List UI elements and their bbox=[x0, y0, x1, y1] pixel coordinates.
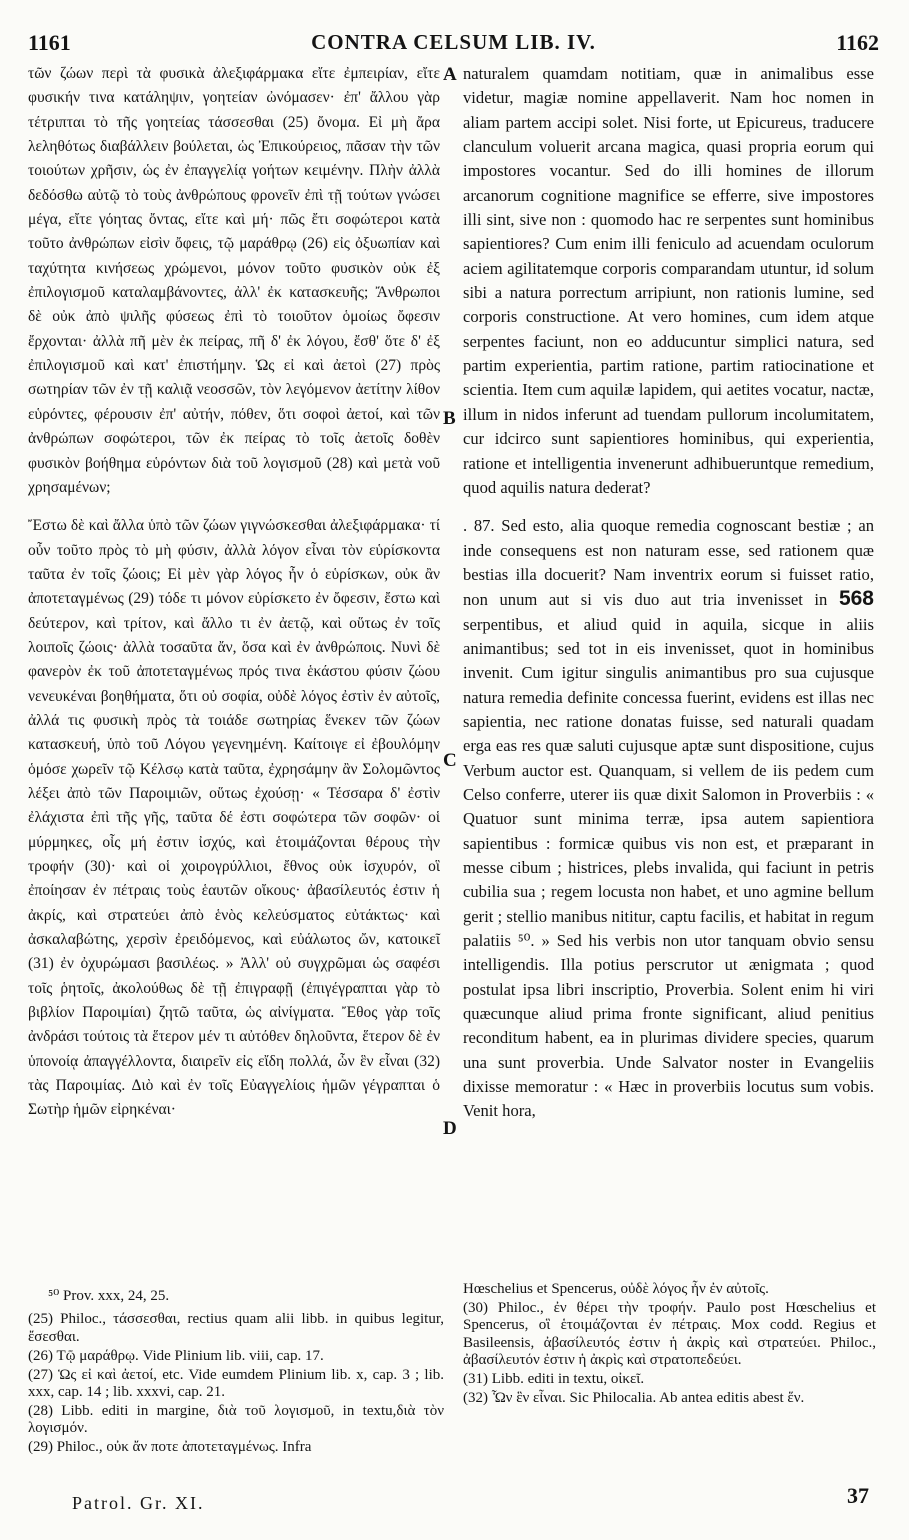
latin-paragraph-1: naturalem quamdam notitiam, quæ in animalibus esse videtur, magiæ nomine appellaverit. Nam hoc nomen in aliam partem accipi solet. Nisi forte, ut Epicureus, traducere clanculum voluerit arcana magica, quasi propria eorum qui impostores vocantur. Sed do illi homines de illorum arcanorum cognitione magnifice se efferre, sive impostores illi sint, sive non : quomodo hac re serpentes sunt hominibus sapientiores? Cum enim illi feniculo ad acuendam oculorum aciem agilitatemque corporis comparandam utuntur, id solum sibi a natura porrectum arripiunt, non rationis lumine, sed corporis constructione. At vero homines, cum idem atque serpentes faciunt, non eo adducuntur simplici natura, sed partim experientia, partim ratione, partim ratiocinatione et scientia. Item cum aquilæ lapidem, qui aetites vocatur, nactæ, illum in nidos inferunt ad tuendam pullorum incolumitatem, cur idcirco sunt sapientiores hominibus, qui experientia, ratione et intelligentia invenerunt adhibueruntque remedium, quod aquilis natura dederat? bbox=[463, 64, 874, 497]
latin-paragraph-2 bbox=[463, 514, 874, 1124]
latin-paragraph-2-rest: serpentibus, et aliud quid in aquila, sicque in aliis animantibus; sed tot in eis invenisset, quot in hominibus invenit. Cum igitur singulis animantibus pro sua cujusque natura remedia definite concessa fuerint, evidens est illas nec sapientia, nec ratione donatas fuisse, sed naturali quadam erga eas res quæ saluti cujusque aptæ sunt dispositione, cujus Verbum auctor est. Quanquam, si vellem de iis pedem cum Celso conferre, uterer iis quæ dixit Salomon in Proverbiis : « Quatuor sunt minima terræ, ipsa autem sapientiora sapientibus : formicæ quibus vis non est, et præparant in messe cibum ; histrices, plebs invalida, qui faciunt in petris cubilia sua ; regem locusta non habet, et uno agmine bellum gerit ; stellio manibus nititur, captu facilis, et habitat in regum palatiis ⁵⁰. » Sed his verbis non utor tanquam obvio sensu intelligendis. Illa potius perscrutor ut ænigmata ; quod postulat ipsa libri inscriptio, Proverbia. Solent enim hi viri quæcunque aliud prima fronte significant, aliud penitius reconditum habent, ea in plurimas dividere species, quarum una sunt proverbia. Unde Salvator noster in Evangeliis dixisse memoratur : « Hæc in proverbiis locutus sum vobis. Venit hora, bbox=[463, 614, 874, 1121]
latin-paragraph-2-lead: . 87. Sed esto, alia quoque remedia cognoscant bestiæ ; an inde consequens est non naturam esse, sed rationem quæ bestias illa docuerit? Nam inventrix eorum si fuisset ratio, non unum aut si vis duo aut tria invenisset in bbox=[463, 516, 874, 610]
margin-letter-d: D bbox=[443, 1118, 457, 1139]
running-title: CONTRA CELSUM LIB. IV. bbox=[311, 30, 596, 54]
page-number-right: 1162 bbox=[836, 30, 879, 55]
latin-column bbox=[463, 62, 874, 1124]
margin-letter-c: C bbox=[443, 750, 457, 771]
greek-paragraph-1: τῶν ζώων περὶ τὰ φυσικὰ ἀλεξιφάρμακα εἴτε ἐμπειρίαν, εἴτε φυσικήν τινα κατάληψιν, γοητείαν ὠνόμασεν· ἐπ' ἄλλου γὰρ τέτριπται τὸ τῆς γοητείας τάσσεσθαι (25) ὄνομα. Εἰ μὴ ἄρα λεληθότως διαβάλλειν βούλεται, ὡς Ἐπικούρειος, πᾶσαν τὴν τῶν τοιούτων χρῆσιν, ὡς ἐν ἐπαγγελίᾳ γοήτων κειμένην. Πλὴν ἀλλὰ δεδόσθω αὐτῷ τὸ τοὺς ἀνθρώπους φρονεῖν ἐπὶ τῇ τούτων γνώσει μέγα, εἴτε γόητας ὄντας, εἴτε καὶ μή· πῶς ἔτι σοφώτεροι κατὰ τοῦτο ἀνθρώπων εἰσὶν ὄφεις, τῷ μαράθρῳ (26) εἰς ὀξυωπίαν καὶ ταχύτητα κινήσεως χρώμενοι, μόνον τοῦτο φυσικὸν οὐκ ἐξ ἐπιλογισμοῦ καταλαμβάνοντες, ἀλλ' ἐκ κατασκευῆς; Ἄνθρωποι δὲ οὐκ ἀπὸ ψιλῆς φύσεως ἐπὶ τὸ τοιοῦτον ὁμοίως ὄφεσιν ἔρχονται· ἀλλὰ πῆ μὲν ἐκ πείρας, πῆ δ' ἐκ λόγου, ἔσθ' ὅτε δ' ἐξ ἐπιλογισμοῦ καὶ κατ' ἐπιστήμην. Ὡς εἰ καὶ ἀετοὶ (27) πρὸς σωτηρίαν τῶν ἐν τῇ καλιᾷ νεοσσῶν, τὸν λεγόμενον ἀετίτην λίθον εὑρόντες, φέρουσιν ἐπ' αὐτήν, πόθεν, ὅτι σοφοὶ ἀετοί, καὶ τῶν ἀνθρώπων σοφώτεροι, τῶν ἐκ πείρας τὸ τοῖς ἀετοῖς δοθὲν φυσικὸν βοήθημα εὑρόντων διὰ τοῦ λογισμοῦ (28) καὶ μετὰ νοῦ χρησαμένων; bbox=[28, 65, 440, 496]
note-26: (26) Τῷ μαράθρῳ. Vide Plinium lib. viii, cap. 17. bbox=[28, 1347, 324, 1364]
page-header bbox=[28, 14, 879, 55]
note-25: (25) Philoc., τάσσεσθαι, rectius quam alii libb. in quibus legitur, ἔσεσθαι. bbox=[28, 1311, 444, 1345]
footnote-50: ⁵⁰ Prov. xxx, 24, 25. bbox=[48, 1288, 170, 1304]
series-signature: Patrol. Gr. XI. bbox=[72, 1493, 205, 1513]
page-number-left: 1161 bbox=[28, 30, 71, 55]
note-31: (31) Libb. editi in textu, οἰκεῖ. bbox=[463, 1371, 645, 1388]
note-27: (27) Ὡς εἰ καὶ ἀετοί, etc. Vide eumdem Plinium lib. x, cap. 3 ; lib. xxx, cap. 14 ; lib. xxxvi, cap. 21. bbox=[28, 1366, 444, 1401]
margin-letter-a: A bbox=[443, 64, 457, 85]
footnotes-left bbox=[28, 1288, 444, 1458]
note-30: (30) Philoc., ἐν θέρει τὴν τροφήν. Paulo post Hœschelius et Spencerus, οἳ ἑτοιμάζονται ἐν πέτραις. Mox codd. Regius et Basileensis, ἀβασίλευτός ἐστιν ἡ ἀκρὶς καὶ στρατεύει. Philoc., ἀβασίλευτόν ἐστιν ἡ ἀκρὶς καὶ στρατοπεδεύει. bbox=[463, 1299, 876, 1369]
margin-letter-b: B bbox=[443, 408, 456, 429]
note-29-continued: Hœschelius et Spencerus, οὐδὲ λόγος ἦν ἐν αὐτοῖς. bbox=[463, 1281, 769, 1297]
note-32: (32) Ὧν ἓν εἶναι. Sic Philocalia. Ab antea editis abest ἕν. bbox=[463, 1389, 805, 1406]
note-29: (29) Philoc., οὐκ ἄν ποτε ἀποτεταγμένως. Infra bbox=[28, 1439, 312, 1456]
greek-column bbox=[28, 62, 440, 1123]
signature-number: 37 bbox=[847, 1483, 869, 1508]
column-number: 568 bbox=[838, 587, 874, 611]
footnotes-right bbox=[463, 1281, 876, 1409]
note-28: (28) Libb. editi in margine, διὰ τοῦ λογισμοῦ, in textu,διὰ τὸν λογισμόν. bbox=[28, 1402, 444, 1437]
greek-paragraph-2: Ἔστω δὲ καὶ ἄλλα ὑπὸ τῶν ζώων γιγνώσκεσθαι ἀλεξιφάρμακα· τί οὖν τοῦτο πρὸς τὸ μὴ φύσιν, ἀλλὰ λόγον εἶναι τὸν εὑρίσκοντα ταῦτα ἐν τοῖς ζώοις; Εἰ μὲν γὰρ λόγος ἦν ὁ εὑρίσκων, οὐκ ἂν ἀποτεταγμένως (29) τόδε τι μόνον εὑρίσκετο ἐν ὄφεσιν, ἔστω καὶ δεύτερον, καὶ τρίτον, καὶ ἄλλο τι ἐν ἀετῷ, καὶ οὕτως ἐν τοῖς λοιποῖς ζώοις· ἀλλὰ τοσαῦτα ἄν, ὅσα καὶ ἐν ἀνθρώποις. Νυνὶ δὲ φανερὸν ἐκ τοῦ ἀποτεταγμένως πρός τινα ἑκάστου φύσιν ζώου νενευκέναι βοηθήματα, ὅτι οὐ σοφία, οὐδὲ λόγος ἐστὶν ἐν αὐτοῖς, ἀλλά τις φυσικὴ πρὸς τὰ τοιάδε σωτηρίας ἕνεκεν τῶν ζώων κατασκευή, ὑπὸ τοῦ Λόγου γεγενημένη. Καίτοιγε εἰ ἐβουλόμην ὁμόσε χωρεῖν τῷ Κέλσῳ κατὰ ταῦτα, ἐχρησάμην ἂν Σολομῶντος λέξει ἀπὸ τῶν Παροιμιῶν, οὕτως ἐχούσῃ· « Τέσσαρα δ' ἐστὶν ἐλάχιστα ἐπὶ τῆς γῆς, ταῦτα δέ ἐστι σοφώτερα τῶν σοφῶν· οἱ μύρμηκες, οἷς μή ἐστιν ἰσχύς, καὶ ἑτοιμάζονται θέρους τὴν τροφήν (30)· καὶ οἱ χοιρογρύλλιοι, ἔθνος οὐκ ἰσχυρόν, οἳ ἐποίησαν ἐν πέτραις τοὺς ἑαυτῶν οἴκους· ἀβασίλευτός ἐστιν ἡ ἀκρίς, καὶ στρατεύει ἀπὸ ἑνὸς κελεύσματος εὐτάκτως· καὶ ἀσκαλαβώτης, χερσὶν ἐρειδόμενος, καὶ εὐάλωτος ὤν, κατοικεῖ (31) ἐν ὀχυρώμασι βασιλέως. » Ἀλλ' οὐ συγχρῶμαι ὡς σαφέσι τοῖς ῥητοῖς, ἀκολούθως δὲ τῇ ἐπιγραφῇ (ἐπιγέγραπται γὰρ τὸ βιβλίον Παροιμίαι) ζητῶ ταῦτα, ὡς αἰνίγματα. Ἔθος γὰρ τοῖς ἀνδράσι τούτοις τὰ ἕτερον μέν τι αὐτόθεν δηλοῦντα, ἕτερον δὲ ἐν ὑπονοίᾳ ἀπαγγέλλοντα, διαιρεῖν εἰς εἴδη πολλά, ὧν ἓν εἶναι (32) τὰς Παροιμίας. Διὸ καὶ ἐν τοῖς Εὐαγγελίοις ἡμῶν γέγραπται ὁ Σωτὴρ ἡμῶν εἰρηκέναι· bbox=[28, 517, 440, 1119]
